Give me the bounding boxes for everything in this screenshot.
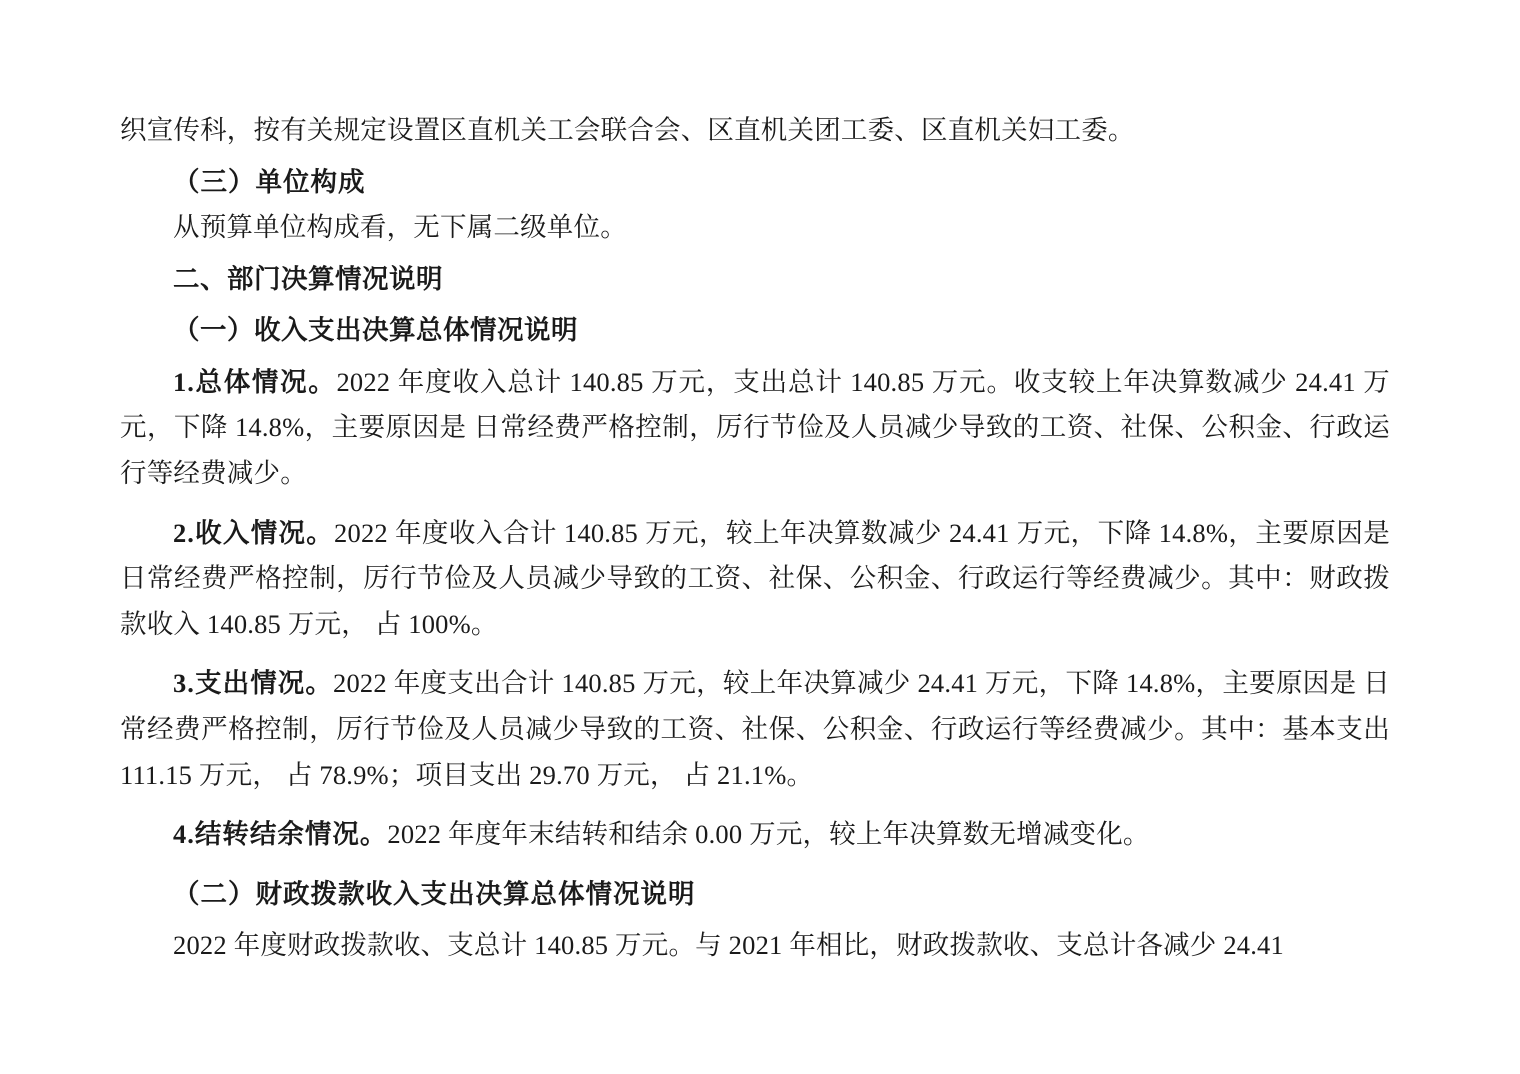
paragraph-subsection-two: 2022 年度财政拨款收、支总计 140.85 万元。与 2021 年相比，财政拨款收、支总计各减少 24.41 — [173, 930, 1284, 961]
item-lead: 结转结余情况。 — [194, 819, 388, 850]
item-lead: 收入情况。 — [194, 517, 335, 548]
item-text: 2022 年度年末结转和结余 0.00 万元，较上年决算数无增减变化。 — [387, 819, 1150, 850]
heading-section-two: 二、部门决算情况说明 — [173, 263, 443, 294]
item-text: 2022 年度收入合计 140.85 万元，较上年决算数减少 24.41 万元，下降 14.8%，主要原因是 日常经费严格控制，厉行节俭及人员减少导致的工资、社保、公积金、行政运行等经费减少。其中：财政拨款收入 140.85 万元， 占 100%。 — [120, 517, 1391, 639]
list-item — [120, 661, 1390, 798]
heading-subsection-one: （一）收入支出决算总体情况说明 — [173, 315, 578, 346]
item-number: 3. — [173, 668, 195, 699]
paragraph-unit-composition: 从预算单位构成看，无下属二级单位。 — [173, 212, 627, 243]
document-body — [120, 108, 1390, 969]
heading-unit-composition: （三）单位构成 — [173, 166, 366, 197]
item-number: 2. — [173, 517, 195, 548]
continuation-paragraph: 织宣传科，按有关规定设置区直机关工会联合会、区直机关团工委、区直机关妇工委。 — [120, 115, 1135, 145]
list-item — [120, 511, 1390, 648]
item-number: 1. — [173, 366, 195, 397]
list-item — [120, 812, 1390, 858]
item-lead: 总体情况。 — [194, 366, 337, 397]
list-item — [120, 360, 1390, 497]
item-number: 4. — [173, 819, 195, 850]
item-lead: 支出情况。 — [194, 668, 334, 699]
heading-subsection-two: （二）财政拨款收入支出决算总体情况说明 — [173, 878, 696, 909]
item-text: 2022 年度支出合计 140.85 万元，较上年决算减少 24.41 万元，下降 14.8%，主要原因是 日常经费严格控制，厉行节俭及人员减少导致的工资、社保、公积金、行政运行等经费减少。其中：基本支出 111.15 万元， 占 78.9%；项目支出 29.70 万元， 占 21.1%。 — [120, 668, 1391, 790]
item-text: 2022 年度收入总计 140.85 万元，支出总计 140.85 万元。收支较上年决算数减少 24.41 万元，下降 14.8%，主要原因是 日常经费严格控制，厉行节俭及人员减少导致的工资、社保、公积金、行政运行等经费减少。 — [120, 366, 1391, 489]
